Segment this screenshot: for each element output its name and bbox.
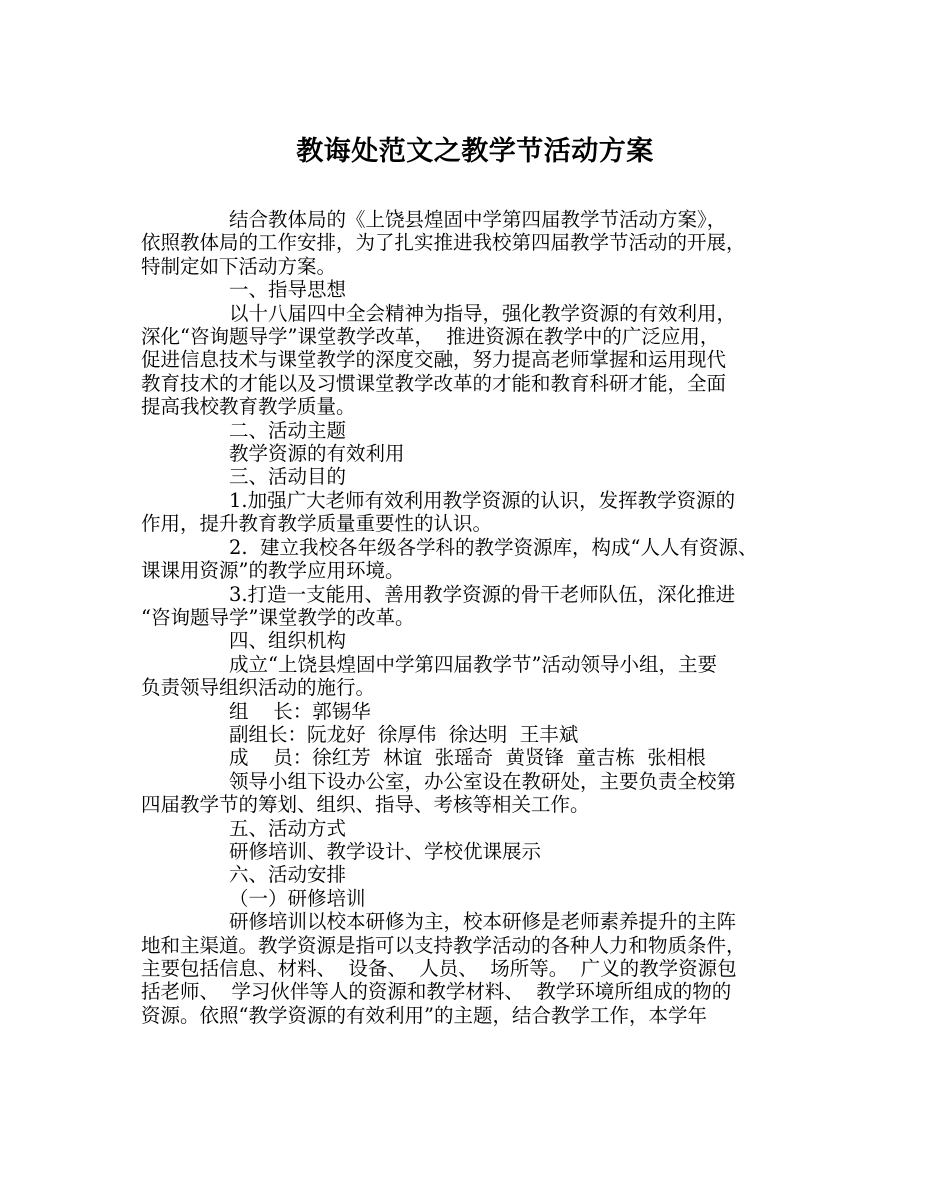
text-line: 六、活动安排 bbox=[229, 863, 347, 887]
text-line: 二、活动主题 bbox=[229, 418, 347, 442]
text-line: 2. 建立我校各年级各学科的教学资源库，构成“人人有资源、 bbox=[229, 535, 758, 559]
text-line: 促进信息技术与课堂教学的深度交融，努力提高老师掌握和运用现代 bbox=[141, 348, 727, 372]
text-line: 3.打造一支能用、善用教学资源的骨干老师队伍，深化推进 bbox=[229, 582, 736, 606]
text-line: 深化“咨询题导学”课堂教学改革， 推进资源在教学中的广泛应用， bbox=[141, 325, 720, 349]
text-line: 研修培训以校本研修为主，校本研修是老师素养提升的主阵 bbox=[229, 910, 737, 934]
text-line: 四、组织机构 bbox=[229, 629, 347, 653]
text-line: （一）研修培训 bbox=[229, 886, 366, 910]
text-line: 五、活动方式 bbox=[229, 816, 347, 840]
text-line: 三、活动目的 bbox=[229, 465, 347, 489]
text-line: 括老师、 学习伙伴等人的资源和教学材料、 教学环境所组成的物的 bbox=[141, 980, 732, 1004]
text-line: 依照教体局的工作安排，为了扎实推进我校第四届教学节活动的开展， bbox=[141, 231, 746, 255]
text-line: 资源。依照“教学资源的有效利用”的主题，结合教学工作，本学年 bbox=[141, 1003, 707, 1027]
text-line: 一、指导思想 bbox=[229, 278, 347, 302]
text-line: 教学资源的有效利用 bbox=[229, 442, 405, 466]
text-line: 副组长：阮龙好 徐厚伟 徐达明 王丰斌 bbox=[229, 722, 579, 746]
text-line: 1.加强广大老师有效利用教学资源的认识，发挥教学资源的 bbox=[229, 488, 736, 512]
text-line: 成立“上饶县煌固中学第四届教学节”活动领导小组，主要 bbox=[229, 652, 717, 676]
text-line: 提高我校教育教学质量。 bbox=[141, 395, 356, 419]
text-line: 组 长：郭锡华 bbox=[229, 699, 371, 723]
document-body bbox=[141, 208, 821, 1027]
text-line: 负责领导组织活动的施行。 bbox=[141, 676, 376, 700]
text-line: 作用，提升教育教学质量重要性的认识。 bbox=[141, 512, 493, 536]
text-line: 主要包括信息、材料、 设备、 人员、 场所等。 广义的教学资源包 bbox=[141, 957, 737, 980]
text-line: 以十八届四中全会精神为指导，强化教学资源的有效利用， bbox=[229, 301, 737, 325]
text-line: “咨询题导学”课堂教学的改革。 bbox=[141, 605, 415, 629]
text-line: 地和主渠道。教学资源是指可以支持教学活动的各种人力和物质条件， bbox=[141, 933, 746, 957]
text-line: 研修培训、教学设计、学校优课展示 bbox=[229, 839, 542, 863]
document-title: 教诲处范文之教学节活动方案 bbox=[296, 136, 654, 167]
text-line: 四届教学节的筹划、组织、指导、考核等相关工作。 bbox=[141, 793, 590, 817]
text-line: 特制定如下活动方案。 bbox=[141, 254, 337, 278]
text-line: 领导小组下设办公室，办公室设在教研处，主要负责全校第 bbox=[229, 769, 737, 793]
text-line: 课课用资源”的教学应用环境。 bbox=[141, 559, 405, 583]
text-line: 成 员：徐红芳 林谊 张瑶奇 黄贤锋 童吉栋 张相根 bbox=[229, 746, 706, 770]
text-line: 教育技术的才能以及习惯课堂教学改革的才能和教育科研才能，全面 bbox=[141, 371, 727, 395]
text-line: 结合教体局的《上饶县煌固中学第四届教学节活动方案》， bbox=[229, 208, 727, 231]
